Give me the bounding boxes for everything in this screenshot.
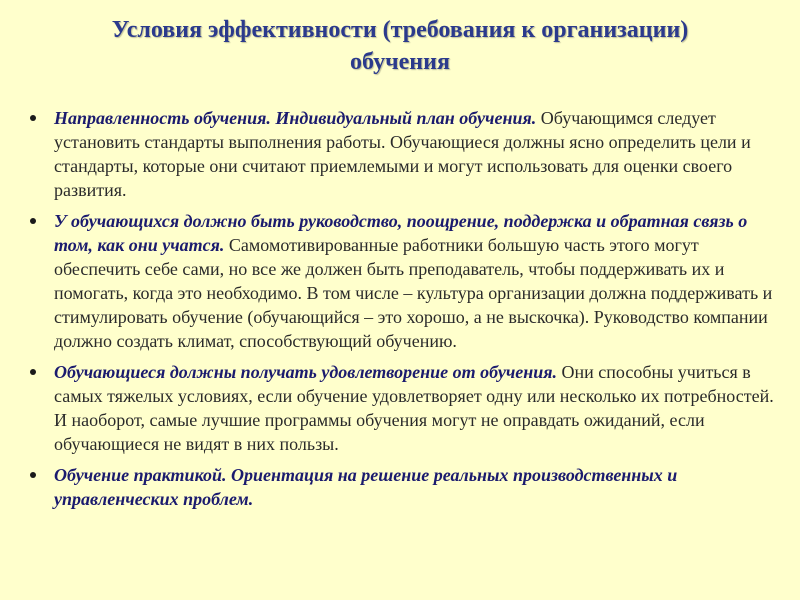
bullet-lead: Направленность обучения. Индивидуальный план обучения. <box>54 108 537 128</box>
bullet-lead: У обучающихся должно быть руководство, поощрение, поддержка и обратная связь о том, как они учатся. <box>54 211 748 255</box>
bullet-dot-icon <box>30 472 36 478</box>
bullet-dot-icon <box>30 115 36 121</box>
bullet-dot-icon <box>30 369 36 375</box>
bullet-item-satisfaction <box>28 360 776 456</box>
bullet-lead: Обучающиеся должны получать удовлетворение от обучения. <box>54 362 558 382</box>
bullet-item-guidance <box>28 209 776 353</box>
slide-title-line-1: Условия эффективности (требования к организации) <box>111 17 689 43</box>
bullet-text: Самомотивированные работники большую часть этого могут обеспечить себе сами, но все же должен быть преподаватель, чтобы поддерживать их и помогать, когда это необходимо. В том числе – культура организации должна поддерживать и стимулировать обучение (обучающийся – это хорошо, а не выскочка). Руководство компании должно создать климат, способствующий обучению. <box>54 235 773 351</box>
bullet-item-direction <box>28 106 776 202</box>
bullet-text: Обучающимся следует установить стандарты выполнения работы. Обучающиеся должны ясно определить цели и стандарты, которые они считают приемлемыми и могут использовать для оценки своего развития. <box>54 108 751 200</box>
bullet-dot-icon <box>30 218 36 224</box>
bullet-list <box>28 106 776 518</box>
bullet-lead: Обучение практикой. Ориентация на решение реальных производственных и управленческих проблем. <box>54 465 678 509</box>
bullet-item-practice <box>28 463 776 511</box>
bullet-text: Они способны учиться в самых тяжелых условиях, если обучение удовлетворяет одну или несколько их потребностей. И наоборот, самые лучшие программы обучения могут не оправдать ожиданий, если обучающиеся не видят в них пользы. <box>54 362 774 454</box>
slide-title-line-2: обучения <box>350 49 450 75</box>
slide-title <box>40 14 760 78</box>
